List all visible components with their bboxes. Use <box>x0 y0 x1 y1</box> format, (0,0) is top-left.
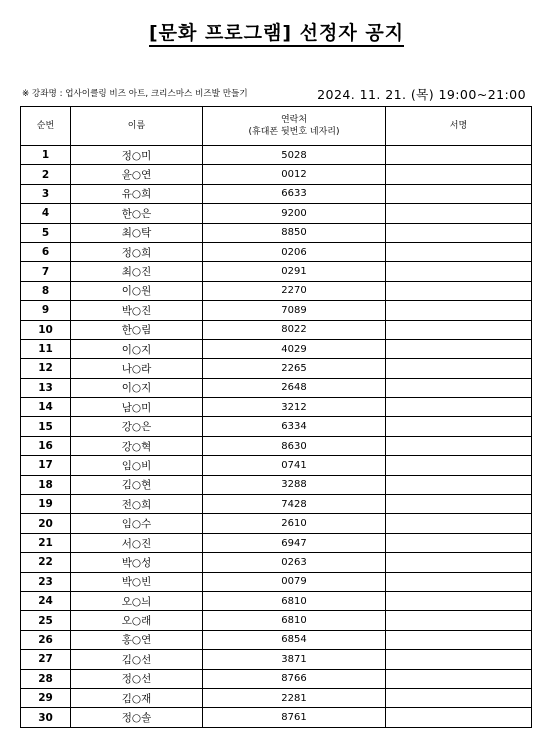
signature-cell <box>386 669 532 688</box>
participant-name-cell: 오○늬 <box>71 591 203 610</box>
table-header <box>21 107 532 146</box>
phone-suffix-cell: 8766 <box>203 669 386 688</box>
row-number-cell: 7 <box>21 262 71 281</box>
participant-name-cell: 한○림 <box>71 320 203 339</box>
row-number-cell: 23 <box>21 572 71 591</box>
participant-name-cell: 홍○연 <box>71 630 203 649</box>
signature-cell <box>386 456 532 475</box>
table-row <box>21 320 532 339</box>
row-number-cell: 27 <box>21 650 71 669</box>
row-number-cell: 5 <box>21 223 71 242</box>
participant-name-cell: 강○혁 <box>71 436 203 455</box>
participant-name-cell: 이○지 <box>71 378 203 397</box>
participant-name-cell: 박○성 <box>71 553 203 572</box>
phone-suffix-cell: 8022 <box>203 320 386 339</box>
phone-suffix-cell: 2648 <box>203 378 386 397</box>
row-number-cell: 2 <box>21 165 71 184</box>
participant-name-cell: 정○희 <box>71 242 203 261</box>
signature-cell <box>386 339 532 358</box>
signature-cell <box>386 688 532 707</box>
participant-name-cell: 임○비 <box>71 456 203 475</box>
participant-name-cell: 서○진 <box>71 533 203 552</box>
phone-suffix-cell: 8761 <box>203 708 386 727</box>
signature-cell <box>386 611 532 630</box>
phone-suffix-cell: 0012 <box>203 165 386 184</box>
row-number-cell: 30 <box>21 708 71 727</box>
phone-suffix-cell: 6334 <box>203 417 386 436</box>
phone-suffix-cell: 0741 <box>203 456 386 475</box>
row-number-cell: 3 <box>21 184 71 203</box>
signature-cell <box>386 398 532 417</box>
table-row <box>21 378 532 397</box>
row-number-cell: 24 <box>21 591 71 610</box>
phone-suffix-cell: 0263 <box>203 553 386 572</box>
participant-name-cell: 윤○연 <box>71 165 203 184</box>
row-number-cell: 20 <box>21 514 71 533</box>
row-number-cell: 19 <box>21 495 71 514</box>
header-number: 순번 <box>21 107 71 146</box>
header-contact-line2: (휴대폰 뒷번호 네자리) <box>248 127 340 137</box>
signature-cell <box>386 281 532 300</box>
row-number-cell: 13 <box>21 378 71 397</box>
table-row <box>21 301 532 320</box>
table-row <box>21 514 532 533</box>
table-body <box>21 146 532 728</box>
row-number-cell: 10 <box>21 320 71 339</box>
signature-cell <box>386 572 532 591</box>
row-number-cell: 6 <box>21 242 71 261</box>
signature-cell <box>386 165 532 184</box>
signature-cell <box>386 262 532 281</box>
phone-suffix-cell: 6810 <box>203 591 386 610</box>
row-number-cell: 11 <box>21 339 71 358</box>
phone-suffix-cell: 2265 <box>203 359 386 378</box>
phone-suffix-cell: 2270 <box>203 281 386 300</box>
participant-name-cell: 정○솔 <box>71 708 203 727</box>
phone-suffix-cell: 0291 <box>203 262 386 281</box>
header-contact <box>203 107 386 146</box>
row-number-cell: 21 <box>21 533 71 552</box>
participant-name-cell: 오○래 <box>71 611 203 630</box>
signature-cell <box>386 204 532 223</box>
phone-suffix-cell: 0206 <box>203 242 386 261</box>
participant-name-cell: 박○진 <box>71 301 203 320</box>
table-row <box>21 436 532 455</box>
phone-suffix-cell: 3871 <box>203 650 386 669</box>
participant-name-cell: 최○탁 <box>71 223 203 242</box>
table-row <box>21 184 532 203</box>
row-number-cell: 14 <box>21 398 71 417</box>
participant-name-cell: 정○선 <box>71 669 203 688</box>
table-row <box>21 281 532 300</box>
signature-cell <box>386 320 532 339</box>
table-row <box>21 650 532 669</box>
table-row <box>21 262 532 281</box>
participant-name-cell: 유○희 <box>71 184 203 203</box>
phone-suffix-cell: 9200 <box>203 204 386 223</box>
participant-name-cell: 박○빈 <box>71 572 203 591</box>
table-row <box>21 398 532 417</box>
signature-cell <box>386 630 532 649</box>
row-number-cell: 18 <box>21 475 71 494</box>
phone-suffix-cell: 6947 <box>203 533 386 552</box>
participant-name-cell: 김○재 <box>71 688 203 707</box>
table-row <box>21 146 532 165</box>
signature-cell <box>386 417 532 436</box>
table-row <box>21 688 532 707</box>
signature-cell <box>386 359 532 378</box>
participant-name-cell: 전○희 <box>71 495 203 514</box>
header-signature: 서명 <box>386 107 532 146</box>
row-number-cell: 25 <box>21 611 71 630</box>
phone-suffix-cell: 7089 <box>203 301 386 320</box>
table-row <box>21 708 532 727</box>
table-row <box>21 475 532 494</box>
participant-name-cell: 정○미 <box>71 146 203 165</box>
table-row <box>21 669 532 688</box>
row-number-cell: 26 <box>21 630 71 649</box>
phone-suffix-cell: 6810 <box>203 611 386 630</box>
signature-cell <box>386 378 532 397</box>
header-row <box>21 107 532 146</box>
row-number-cell: 17 <box>21 456 71 475</box>
phone-suffix-cell: 2610 <box>203 514 386 533</box>
participant-name-cell: 김○선 <box>71 650 203 669</box>
row-number-cell: 16 <box>21 436 71 455</box>
participant-name-cell: 김○현 <box>71 475 203 494</box>
signature-cell <box>386 708 532 727</box>
row-number-cell: 12 <box>21 359 71 378</box>
signature-cell <box>386 223 532 242</box>
table-row <box>21 630 532 649</box>
page-title <box>0 18 553 45</box>
row-number-cell: 29 <box>21 688 71 707</box>
signature-cell <box>386 650 532 669</box>
participant-name-cell: 나○라 <box>71 359 203 378</box>
signature-cell <box>386 475 532 494</box>
table-row <box>21 456 532 475</box>
signature-cell <box>386 553 532 572</box>
phone-suffix-cell: 4029 <box>203 339 386 358</box>
phone-suffix-cell: 5028 <box>203 146 386 165</box>
table-row <box>21 591 532 610</box>
class-schedule: 2024. 11. 21. (목) 19:00~21:00 <box>317 87 526 102</box>
row-number-cell: 22 <box>21 553 71 572</box>
table-row <box>21 553 532 572</box>
row-number-cell: 15 <box>21 417 71 436</box>
signature-cell <box>386 533 532 552</box>
course-info-line <box>22 86 526 100</box>
phone-suffix-cell: 8630 <box>203 436 386 455</box>
table-row <box>21 165 532 184</box>
phone-suffix-cell: 3288 <box>203 475 386 494</box>
table-row <box>21 223 532 242</box>
table-row <box>21 339 532 358</box>
table-row <box>21 359 532 378</box>
course-name: ※ 강좌명 : 업사이클링 비즈 아트, 크리스마스 비즈발 만들기 <box>22 89 248 99</box>
table-row <box>21 495 532 514</box>
table-row <box>21 611 532 630</box>
signature-cell <box>386 301 532 320</box>
table-row <box>21 572 532 591</box>
phone-suffix-cell: 6633 <box>203 184 386 203</box>
participant-table <box>20 106 532 728</box>
row-number-cell: 4 <box>21 204 71 223</box>
participant-name-cell: 이○원 <box>71 281 203 300</box>
phone-suffix-cell: 2281 <box>203 688 386 707</box>
header-contact-line1: 연락처 <box>280 115 308 125</box>
table-row <box>21 204 532 223</box>
row-number-cell: 9 <box>21 301 71 320</box>
signature-cell <box>386 146 532 165</box>
participant-name-cell: 이○지 <box>71 339 203 358</box>
row-number-cell: 28 <box>21 669 71 688</box>
signature-cell <box>386 495 532 514</box>
phone-suffix-cell: 0079 <box>203 572 386 591</box>
signature-cell <box>386 242 532 261</box>
table-row <box>21 242 532 261</box>
page-title-text: [문화 프로그램] 선정자 공지 <box>149 22 404 47</box>
signature-cell <box>386 591 532 610</box>
table-row <box>21 417 532 436</box>
phone-suffix-cell: 3212 <box>203 398 386 417</box>
participant-name-cell: 임○수 <box>71 514 203 533</box>
phone-suffix-cell: 8850 <box>203 223 386 242</box>
signature-cell <box>386 436 532 455</box>
phone-suffix-cell: 7428 <box>203 495 386 514</box>
participant-name-cell: 강○은 <box>71 417 203 436</box>
signature-cell <box>386 184 532 203</box>
phone-suffix-cell: 6854 <box>203 630 386 649</box>
table-row <box>21 533 532 552</box>
row-number-cell: 8 <box>21 281 71 300</box>
participant-name-cell: 한○은 <box>71 204 203 223</box>
row-number-cell: 1 <box>21 146 71 165</box>
participant-name-cell: 남○미 <box>71 398 203 417</box>
header-name: 이름 <box>71 107 203 146</box>
participant-name-cell: 최○진 <box>71 262 203 281</box>
signature-cell <box>386 514 532 533</box>
